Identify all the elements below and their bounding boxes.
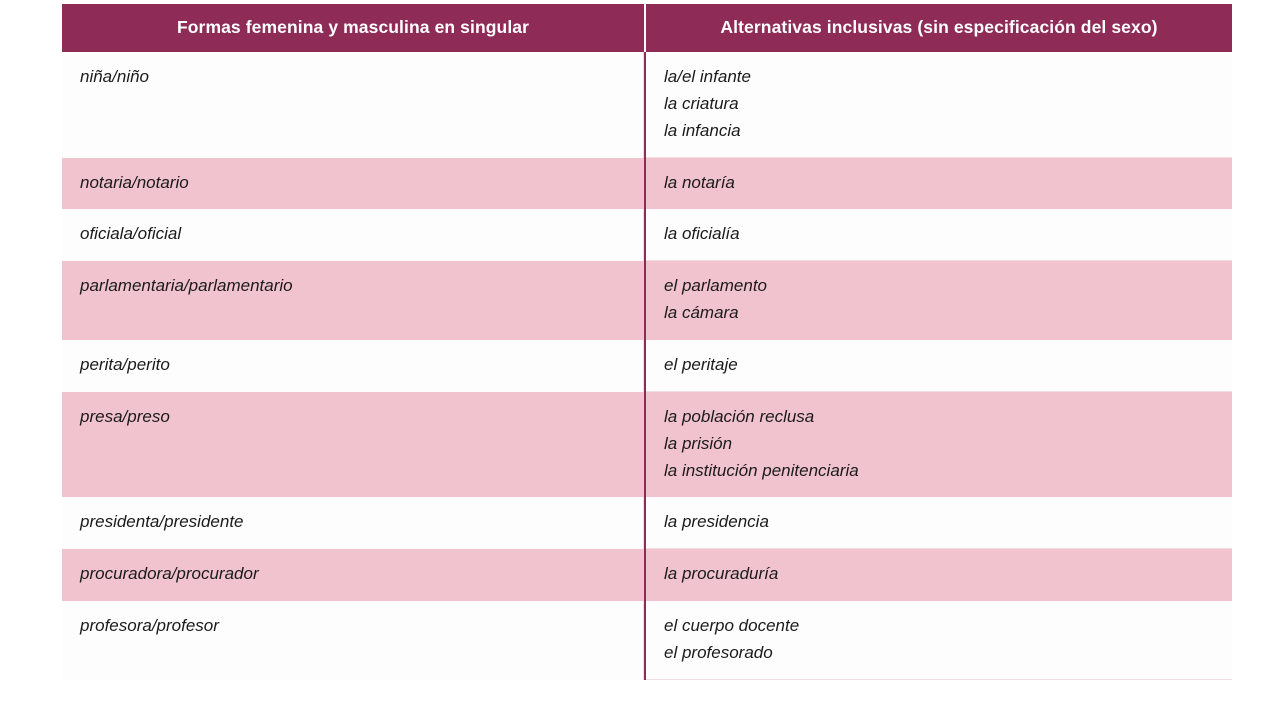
cell-line: la infancia xyxy=(664,120,741,140)
cell-lines xyxy=(80,561,626,588)
cell-inclusive-alternatives xyxy=(645,209,1232,261)
cell-line: la/el infante xyxy=(664,67,751,86)
cell-line: presa/preso xyxy=(80,406,170,426)
cell-gendered-forms xyxy=(62,340,645,392)
cell-line: la institución penitenciaria xyxy=(664,460,859,480)
column-header-inclusive-alternatives: Alternativas inclusivas (sin especificación del sexo) xyxy=(645,4,1232,52)
cell-line: niña/niño xyxy=(80,67,150,86)
cell-gendered-forms xyxy=(62,261,645,340)
cell-gendered-forms xyxy=(62,392,645,498)
cell-lines xyxy=(664,170,1214,197)
cell-line: el parlamento xyxy=(664,276,768,296)
table-row xyxy=(62,261,1232,340)
cell-lines xyxy=(80,221,626,248)
cell-gendered-forms xyxy=(62,209,645,261)
inclusive-language-table xyxy=(62,4,1232,680)
cell-inclusive-alternatives xyxy=(645,158,1232,210)
cell-line: notaria/notario xyxy=(80,172,189,192)
cell-inclusive-alternatives xyxy=(645,340,1232,392)
cell-gendered-forms xyxy=(62,52,645,158)
cell-inclusive-alternatives xyxy=(645,549,1232,601)
table-row xyxy=(62,158,1232,210)
cell-line: oficiala/oficial xyxy=(80,224,182,244)
cell-lines xyxy=(80,404,626,431)
cell-gendered-forms xyxy=(62,158,645,210)
cell-gendered-forms xyxy=(62,601,645,680)
table-header xyxy=(62,4,1232,52)
cell-lines xyxy=(664,273,1214,327)
cell-lines xyxy=(80,509,626,536)
cell-gendered-forms xyxy=(62,497,645,549)
column-header-feminine-masculine: Formas femenina y masculina en singular xyxy=(62,4,645,52)
inclusive-language-table-container xyxy=(62,4,1232,680)
table-row xyxy=(62,549,1232,601)
cell-line: procuradora/procurador xyxy=(80,564,259,584)
cell-line: parlamentaria/parlamentario xyxy=(80,276,293,296)
cell-line: la criatura xyxy=(664,93,739,113)
cell-lines xyxy=(664,64,1214,145)
page-left-margin xyxy=(0,0,62,720)
cell-lines xyxy=(664,221,1214,248)
cell-line: la procuraduría xyxy=(664,564,779,584)
table-row xyxy=(62,601,1232,680)
cell-lines xyxy=(80,170,626,197)
table-body xyxy=(62,52,1232,680)
page-right-margin xyxy=(1232,0,1280,720)
table-row xyxy=(62,52,1232,158)
cell-lines xyxy=(664,509,1214,536)
cell-inclusive-alternatives xyxy=(645,261,1232,340)
table-row xyxy=(62,497,1232,549)
cell-line: la cámara xyxy=(664,303,739,323)
cell-lines xyxy=(80,64,626,91)
cell-lines xyxy=(80,273,626,300)
table-header-row xyxy=(62,4,1232,52)
cell-inclusive-alternatives xyxy=(645,392,1232,498)
cell-line: la población reclusa xyxy=(664,406,815,426)
cell-line: el cuerpo docente xyxy=(664,616,800,636)
cell-lines xyxy=(664,352,1214,379)
table-row xyxy=(62,209,1232,261)
cell-inclusive-alternatives xyxy=(645,601,1232,680)
cell-lines xyxy=(664,561,1214,588)
cell-lines xyxy=(80,613,626,640)
cell-line: la notaría xyxy=(664,172,735,192)
cell-line: la presidencia xyxy=(664,512,769,532)
cell-line: perita/perito xyxy=(80,355,170,375)
cell-lines xyxy=(80,352,626,379)
cell-gendered-forms xyxy=(62,549,645,601)
cell-line: el profesorado xyxy=(664,643,773,663)
cell-line: la prisión xyxy=(664,433,733,453)
cell-inclusive-alternatives xyxy=(645,52,1232,158)
cell-line: profesora/profesor xyxy=(80,616,219,636)
cell-line: el peritaje xyxy=(664,355,738,375)
cell-inclusive-alternatives xyxy=(645,497,1232,549)
table-row xyxy=(62,392,1232,498)
cell-lines xyxy=(664,613,1214,667)
cell-lines xyxy=(664,404,1214,485)
cell-line: la oficialía xyxy=(664,224,740,244)
table-row xyxy=(62,340,1232,392)
cell-line: presidenta/presidente xyxy=(80,512,244,532)
